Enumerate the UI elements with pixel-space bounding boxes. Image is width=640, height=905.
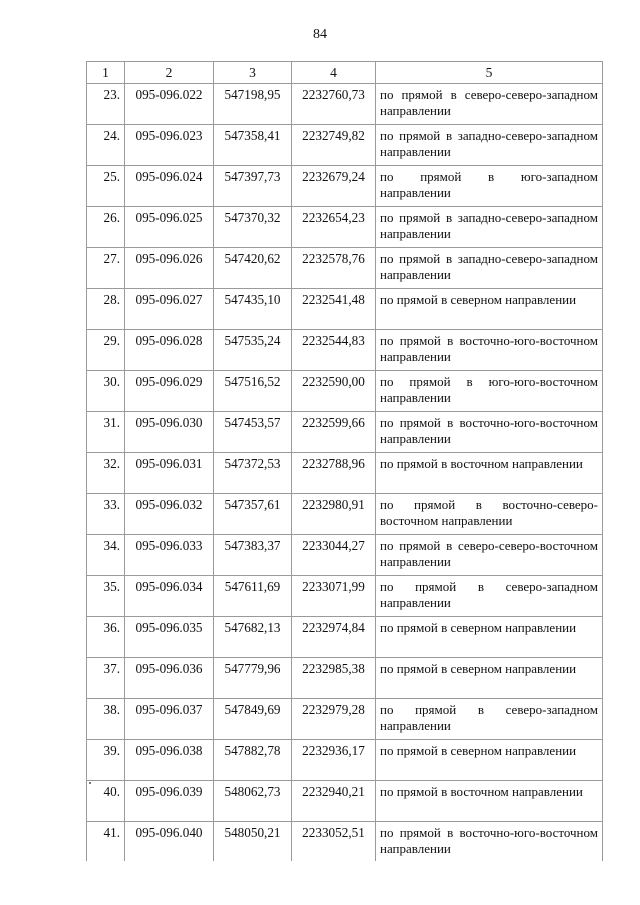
column-header-point-id: 2 [125, 62, 214, 84]
coordinate-y: 2232940,21 [292, 781, 376, 822]
coordinate-y: 2232974,84 [292, 617, 376, 658]
point-id: 095-096.030 [125, 412, 214, 453]
coordinate-y: 2232544,83 [292, 330, 376, 371]
coordinate-y: 2232654,23 [292, 207, 376, 248]
table-row [87, 535, 603, 576]
table-row [87, 494, 603, 535]
coordinate-y: 2233052,51 [292, 822, 376, 862]
direction-description: по прямой в восточно-юго-восточном направлении [376, 330, 603, 371]
coordinate-y: 2232590,00 [292, 371, 376, 412]
row-number: 37. [87, 658, 125, 699]
margin-mark [89, 782, 91, 784]
direction-description: по прямой в северо-западном направлении [376, 576, 603, 617]
point-id: 095-096.022 [125, 84, 214, 125]
direction-description: по прямой в западно-северо-западном направлении [376, 207, 603, 248]
direction-description: по прямой в северо-северо-западном направлении [376, 84, 603, 125]
point-id: 095-096.028 [125, 330, 214, 371]
row-number: 36. [87, 617, 125, 658]
column-header-x: 3 [214, 62, 292, 84]
coordinate-y: 2232578,76 [292, 248, 376, 289]
coordinate-x: 547198,95 [214, 84, 292, 125]
coordinate-x: 547420,62 [214, 248, 292, 289]
point-id: 095-096.024 [125, 166, 214, 207]
direction-description: по прямой в юго-западном направлении [376, 166, 603, 207]
point-id: 095-096.034 [125, 576, 214, 617]
direction-description: по прямой в северо-западном направлении [376, 699, 603, 740]
point-id: 095-096.029 [125, 371, 214, 412]
coordinate-y: 2232788,96 [292, 453, 376, 494]
direction-description: по прямой в северном направлении [376, 658, 603, 699]
direction-description: по прямой в восточном направлении [376, 781, 603, 822]
row-number: 28. [87, 289, 125, 330]
table-row [87, 740, 603, 781]
coordinate-x: 547372,53 [214, 453, 292, 494]
coordinate-x: 547383,37 [214, 535, 292, 576]
point-id: 095-096.026 [125, 248, 214, 289]
row-number: 32. [87, 453, 125, 494]
table-row [87, 207, 603, 248]
point-id: 095-096.038 [125, 740, 214, 781]
coordinate-y: 2232760,73 [292, 84, 376, 125]
coordinate-x: 547453,57 [214, 412, 292, 453]
table-row [87, 84, 603, 125]
coordinate-x: 547882,78 [214, 740, 292, 781]
coordinate-x: 547516,52 [214, 371, 292, 412]
direction-description: по прямой в восточно-юго-восточном направлении [376, 822, 603, 862]
row-number: 23. [87, 84, 125, 125]
coordinate-x: 547370,32 [214, 207, 292, 248]
table-row [87, 125, 603, 166]
point-id: 095-096.039 [125, 781, 214, 822]
table-row [87, 289, 603, 330]
coordinate-y: 2232936,17 [292, 740, 376, 781]
point-id: 095-096.035 [125, 617, 214, 658]
row-number: 26. [87, 207, 125, 248]
direction-description: по прямой в западно-северо-западном направлении [376, 248, 603, 289]
row-number: 30. [87, 371, 125, 412]
direction-description: по прямой в северном направлении [376, 289, 603, 330]
table-row [87, 822, 603, 862]
coordinate-y: 2232985,38 [292, 658, 376, 699]
direction-description: по прямой в восточно-северо-восточном направлении [376, 494, 603, 535]
point-id: 095-096.027 [125, 289, 214, 330]
coordinates-table [86, 61, 603, 861]
row-number: 38. [87, 699, 125, 740]
column-header-number: 1 [87, 62, 125, 84]
table-row [87, 371, 603, 412]
row-number: 35. [87, 576, 125, 617]
table-row [87, 576, 603, 617]
column-header-y: 4 [292, 62, 376, 84]
page-number: 84 [313, 27, 327, 42]
coordinate-y: 2233044,27 [292, 535, 376, 576]
row-number: 40. [87, 781, 125, 822]
point-id: 095-096.033 [125, 535, 214, 576]
point-id: 095-096.031 [125, 453, 214, 494]
table-row [87, 330, 603, 371]
table-row [87, 781, 603, 822]
coordinate-x: 547357,61 [214, 494, 292, 535]
row-number: 27. [87, 248, 125, 289]
point-id: 095-096.037 [125, 699, 214, 740]
table-header-row [87, 62, 603, 84]
coordinate-x: 548062,73 [214, 781, 292, 822]
row-number: 29. [87, 330, 125, 371]
row-number: 34. [87, 535, 125, 576]
table-row [87, 453, 603, 494]
direction-description: по прямой в восточно-юго-восточном направлении [376, 412, 603, 453]
coordinate-y: 2232541,48 [292, 289, 376, 330]
row-number: 25. [87, 166, 125, 207]
direction-description: по прямой в северо-северо-восточном направлении [376, 535, 603, 576]
row-number: 33. [87, 494, 125, 535]
point-id: 095-096.032 [125, 494, 214, 535]
table-row [87, 412, 603, 453]
coordinate-y: 2232679,24 [292, 166, 376, 207]
table-row [87, 658, 603, 699]
table-row [87, 617, 603, 658]
coordinate-x: 547535,24 [214, 330, 292, 371]
row-number: 31. [87, 412, 125, 453]
direction-description: по прямой в северном направлении [376, 617, 603, 658]
row-number: 39. [87, 740, 125, 781]
point-id: 095-096.036 [125, 658, 214, 699]
coordinate-x: 547435,10 [214, 289, 292, 330]
table-row [87, 166, 603, 207]
coordinate-x: 547358,41 [214, 125, 292, 166]
direction-description: по прямой в юго-юго-восточном направлении [376, 371, 603, 412]
column-header-description: 5 [376, 62, 603, 84]
direction-description: по прямой в северном направлении [376, 740, 603, 781]
coordinate-x: 547682,13 [214, 617, 292, 658]
point-id: 095-096.023 [125, 125, 214, 166]
coordinate-x: 547779,96 [214, 658, 292, 699]
coordinate-y: 2232749,82 [292, 125, 376, 166]
direction-description: по прямой в восточном направлении [376, 453, 603, 494]
point-id: 095-096.025 [125, 207, 214, 248]
table-body [87, 84, 603, 862]
coordinate-x: 547611,69 [214, 576, 292, 617]
coordinate-y: 2232599,66 [292, 412, 376, 453]
row-number: 24. [87, 125, 125, 166]
coordinate-y: 2232979,28 [292, 699, 376, 740]
row-number: 41. [87, 822, 125, 862]
coordinate-x: 547849,69 [214, 699, 292, 740]
coordinate-x: 548050,21 [214, 822, 292, 862]
coordinate-y: 2232980,91 [292, 494, 376, 535]
coordinate-x: 547397,73 [214, 166, 292, 207]
table-row [87, 248, 603, 289]
point-id: 095-096.040 [125, 822, 214, 862]
direction-description: по прямой в западно-северо-западном направлении [376, 125, 603, 166]
table-row [87, 699, 603, 740]
coordinate-y: 2233071,99 [292, 576, 376, 617]
